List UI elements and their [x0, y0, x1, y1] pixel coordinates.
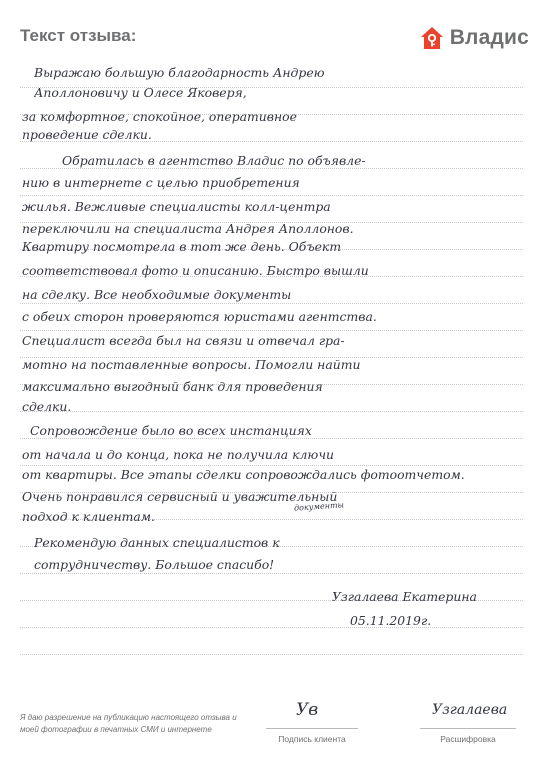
decoding-line [420, 728, 516, 729]
ruled-line [20, 654, 523, 655]
form-title: Текст отзыва: [20, 26, 137, 45]
review-line: сотрудничеству. Большое спасибо! [34, 557, 275, 572]
review-line: Аполлоновичу и Олесе Яковеря, [34, 85, 247, 100]
publication-consent: Я даю разрешение на публикацию настоящего отзыва и моей фотографии в печатных СМИ и интернете [20, 713, 237, 734]
signature-line [266, 728, 358, 729]
review-line: сделки. [22, 399, 72, 414]
client-signature: Ув [296, 700, 319, 720]
brand [420, 24, 529, 52]
ruled-line [20, 195, 523, 196]
review-line: проведение сделки. [22, 127, 152, 142]
review-line: Специалист всегда был на связи и отвечал гра- [22, 333, 345, 348]
review-line: переключили на специалиста Андрея Аполлонов. [22, 221, 354, 236]
house-key-icon [420, 26, 444, 50]
review-line: от начала и до конца, пока не получила ключи [22, 447, 335, 462]
form-header [0, 0, 543, 60]
review-line: соответствовал фото и описанию. Быстро вышли [22, 263, 369, 278]
ruled-line [20, 330, 523, 331]
review-sheet [20, 60, 523, 658]
review-line: за комфортное, спокойное, оперативное [22, 109, 297, 124]
reviewer-name: Узгалаева Екатерина [332, 589, 477, 604]
review-line: с обеих сторон проверяются юристами агентства. [22, 309, 377, 324]
review-line: нию в интернете с целью приобретения [22, 175, 300, 190]
decoding-caption: Расшифровка [440, 734, 496, 744]
review-line: на сделку. Все необходимые документы [22, 287, 292, 302]
decoding-signature: Узгалаева [432, 702, 508, 718]
review-line: мотно на поставленные вопросы. Помогли найти [22, 357, 361, 372]
review-line: Очень понравился сервисный и уважительный [22, 489, 338, 504]
review-line: Квартиру посмотрела в тот же день. Объект [22, 239, 342, 254]
review-line: максимально выгодный банк для проведения [22, 379, 323, 394]
signature-caption: Подпись клиента [278, 734, 346, 744]
insertion-note: документы [293, 500, 345, 513]
review-line: Выражаю большую благодарность Андрею [34, 65, 325, 80]
brand-name: Владис [449, 26, 529, 49]
review-line: Рекомендую данных специалистов к [34, 535, 280, 550]
review-line: Обратилась в агентство Владис по объявле- [62, 153, 366, 168]
review-line: от квартиры. Все этапы сделки сопровождались фотоотчетом. [22, 467, 465, 482]
review-line: Сопровождение было во всех инстанциях [30, 423, 312, 438]
review-date: 05.11.2019г. [350, 613, 432, 628]
form-footer [0, 690, 543, 768]
review-line: жилья. Вежливые специалисты колл-центра [22, 199, 331, 214]
review-line: подход к клиентам. [22, 509, 155, 524]
